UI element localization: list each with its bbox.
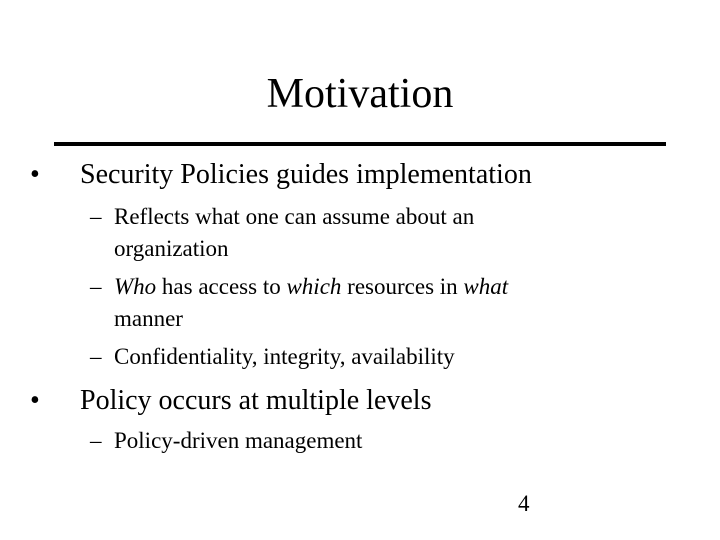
- subitem-marker: –: [90, 428, 102, 453]
- subitem-line: Confidentiality, integrity, availability: [114, 344, 455, 369]
- subitem-line: [90, 271, 610, 303]
- subitem-reflects: [90, 201, 610, 265]
- subitem-line: manner: [114, 306, 183, 331]
- subitem-marker: –: [90, 204, 102, 229]
- emphasis-who: Who: [114, 274, 157, 299]
- emphasis-which: which: [286, 274, 342, 299]
- subitem-who-has-access: [90, 271, 610, 335]
- page-number: 4: [518, 491, 530, 516]
- text-segment: resources in: [341, 274, 464, 299]
- subitem-marker: –: [90, 274, 102, 299]
- text-segment: has access to: [156, 274, 287, 299]
- title-divider: [54, 142, 666, 146]
- emphasis-what: what: [463, 274, 509, 299]
- bullet-marker: •: [30, 385, 40, 416]
- bullet-marker: •: [30, 159, 40, 190]
- subitem-cia: [90, 341, 610, 373]
- subitem-line: Policy-driven management: [114, 428, 363, 453]
- subitem-policy-driven: [90, 425, 610, 457]
- bullet-text: Security Policies guides implementation: [80, 159, 532, 190]
- subitem-line: organization: [114, 236, 229, 261]
- subitem-marker: –: [90, 344, 102, 369]
- slide-title: Motivation: [266, 71, 454, 117]
- bullet-text: Policy occurs at multiple levels: [80, 385, 432, 416]
- subitem-line: Reflects what one can assume about an: [114, 204, 475, 229]
